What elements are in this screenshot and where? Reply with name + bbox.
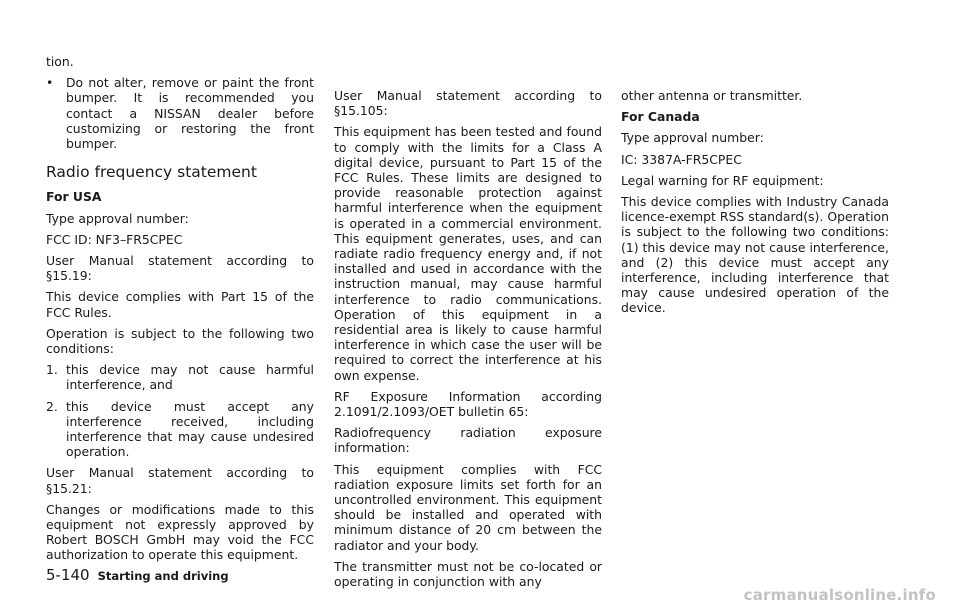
industry-canada-text: This device complies with Industry Canada licence-exempt RSS standard(s). Operation is subject to the following two conditions: (1) this device may not cause interference, and (2) this device must accept any interference, including interference that may cause undesired operation of the device. <box>621 194 889 316</box>
usa-subheading: For USA <box>46 189 102 205</box>
column-2 <box>334 88 602 595</box>
operation-text: Operation is subject to the following two conditions: <box>46 325 314 357</box>
radiofrequency-text: Radiofrequency radiation exposure information: <box>334 425 602 456</box>
type-approval-label: Type approval number: <box>46 210 189 226</box>
section-heading: Radio frequency statement <box>46 163 257 182</box>
fcc-id: FCC ID: NF3–FR5CPEC <box>46 231 183 247</box>
column-3 <box>621 88 889 322</box>
continuation-text: other antenna or transmitter. <box>621 88 803 103</box>
list-item <box>46 399 314 460</box>
continuation-text: tion. <box>46 54 74 69</box>
manual-15-105: User Manual statement according to §15.105: <box>334 88 602 119</box>
list-marker: 1. <box>46 362 58 378</box>
legal-warning-label: Legal warning for RF equipment: <box>621 172 824 188</box>
list-text: this device may not cause harmful interference, and <box>66 362 314 393</box>
section-title: Starting and driving <box>97 569 229 583</box>
transmitter-text: The transmitter must not be co-located or operating in conjunction with any <box>334 558 602 590</box>
page-number: 5-140 <box>46 566 90 584</box>
changes-text: Changes or modifications made to this equipment not expressly approved by Robert BOSCH GmbH may void the FCC authorization to operate this equipment. <box>46 501 314 563</box>
manual-15-21: User Manual statement according to §15.21: <box>46 465 314 496</box>
complies-text: This device complies with Part 15 of the FCC Rules. <box>46 289 314 320</box>
canada-subheading: For Canada <box>621 109 700 125</box>
bullet-item <box>46 75 314 151</box>
watermark: carmanualsonline.info <box>743 586 936 604</box>
list-item <box>46 362 314 392</box>
list-text: this device must accept any interference received, including interference that may cause undesired operation. <box>66 398 314 460</box>
complies-radiation-text: This equipment complies with FCC radiation exposure limits set forth for an uncontrolled environment. This equipment should be installed and operated with minimum distance of 20 cm between the radiator and your body. <box>334 461 602 553</box>
type-approval-label: Type approval number: <box>621 130 764 146</box>
rf-exposure-text: RF Exposure Information according 2.1091/2.1093/OET bulletin 65: <box>334 388 602 420</box>
ic-number: IC: 3387A-FR5CPEC <box>621 151 742 167</box>
manual-15-19: User Manual statement according to §15.19: <box>46 253 314 284</box>
list-marker: 2. <box>46 398 58 414</box>
tested-text: This equipment has been tested and found to comply with the limits for a Class A digital device, pursuant to Part 15 of the FCC Rules. These limits are designed to provide reasonable protection against harmful interference when the equipment is operated in a commercial environment. This equipment generates, uses, and can radiate radio frequency energy and, if not installed and used in accordance with the instruction manual, may cause harmful interference to radio communications. Operation of this equipment in a residential area is likely to cause harmful interference in which case the user will be required to correct the interference at his own expense. <box>334 124 602 383</box>
page-footer <box>46 566 229 584</box>
bullet-text: Do not alter, remove or paint the front bumper. It is recommended you contact a NISSAN dealer before customizing or restoring the front bumper. <box>66 75 314 152</box>
bullet-marker: • <box>46 75 54 91</box>
column-1 <box>46 54 314 569</box>
